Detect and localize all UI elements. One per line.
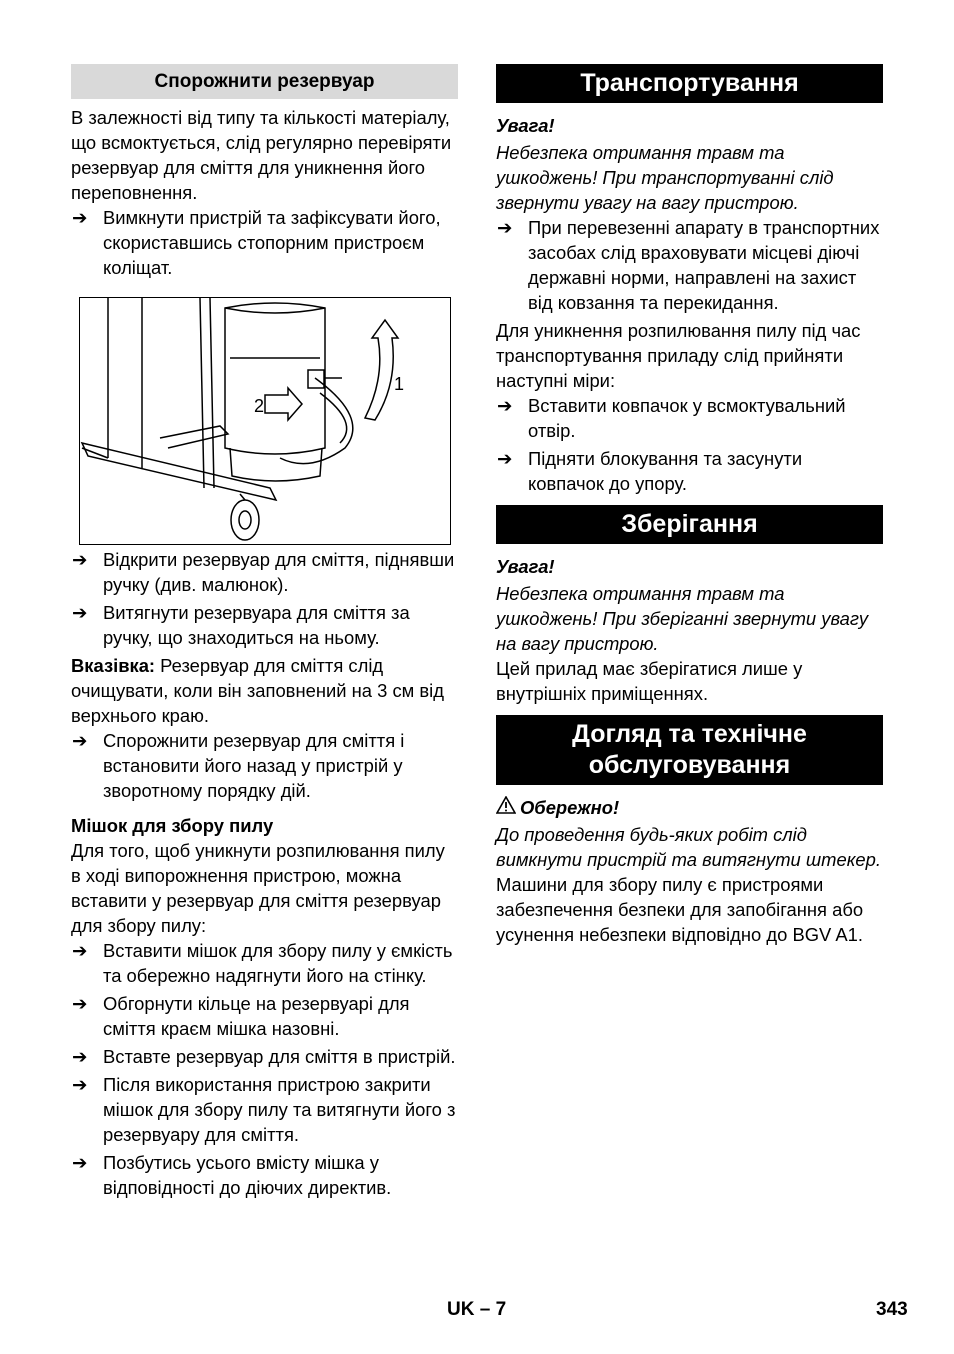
list-item <box>71 547 458 597</box>
intro-paragraph: В залежності від типу та кількості матеріалу, що всмоктується, слід регулярно перевіряти резервуар для сміття для уникнення його переповнення. <box>71 107 452 203</box>
transport-bullets-1 <box>496 215 883 315</box>
care-heading-line2: обслуговування <box>588 751 791 779</box>
figure-label-1: 1 <box>394 374 405 394</box>
care-caution <box>496 795 883 820</box>
list-item <box>71 1150 458 1200</box>
section-heading-storage: Зберігання <box>496 505 883 544</box>
list-item-text: Обгорнути кільце на резервуарі для сміття краєм мішка назовні. <box>103 993 410 1039</box>
list-item <box>71 600 458 650</box>
dustbag-intro: Для того, щоб уникнути розпилювання пилу в ході випорожнення пристрою, можна вставити у резервуар для сміття резервуар для збору пилу: <box>71 840 445 936</box>
transport-attention: Увага! <box>496 115 555 136</box>
arrow-right-icon: ➔ <box>72 549 88 570</box>
section-heading-transport: Транспортування <box>496 64 883 103</box>
care-heading-line1: Догляд та технічне <box>572 720 807 748</box>
note-label: Вказівка: <box>71 655 156 676</box>
arrow-right-icon: ➔ <box>72 602 88 623</box>
care-caution-text: Обережно! <box>520 797 620 818</box>
list-item-text: Позбутись усього вмісту мішка у відповідності до діючих директив. <box>103 1152 392 1198</box>
list-item-text: Вставити мішок для збору пилу у ємкість та обережно надягнути його на стінку. <box>103 940 453 986</box>
list-item <box>496 215 883 315</box>
list-item <box>71 205 458 280</box>
left-column <box>71 64 458 1200</box>
list-item-text: При перевезенні апарату в транспортних засобах слід враховувати місцеві діючі державні норми, направлені на захист від ковзання та перекидання. <box>528 217 880 313</box>
arrow-right-icon: ➔ <box>497 448 513 469</box>
transport-warning: Небезпека отримання травм та ушкоджень! При транспортуванні слід звернути увагу на вагу пристрою. <box>496 142 834 213</box>
arrow-right-icon: ➔ <box>72 207 88 228</box>
list-item <box>71 1044 458 1069</box>
figure-label-2: 2 <box>254 396 265 416</box>
list-item <box>71 1072 458 1147</box>
dustbag-subheading: Мішок для збору пилу <box>71 815 274 836</box>
bullet-list-1 <box>71 205 458 280</box>
footer-page-number: 343 <box>876 1299 908 1320</box>
list-item-text: Спорожнити резервуар для сміття і встановити його назад у пристрій у зворотному порядку дій. <box>103 730 405 801</box>
container-illustration <box>79 297 451 545</box>
arrow-right-icon: ➔ <box>72 730 88 751</box>
note-paragraph <box>71 653 458 728</box>
care-paragraph: Машини для збору пилу є пристроями забезпечення безпеки для запобігання або усунення небезпеки відповідно до BGV A1. <box>496 874 864 945</box>
arrow-right-icon: ➔ <box>497 395 513 416</box>
list-item <box>71 991 458 1041</box>
section-heading-care <box>496 715 883 785</box>
list-item-text: Вимкнути пристрій та зафіксувати його, скориставшись стопорним пристроєм коліщат. <box>103 207 441 278</box>
warning-triangle-icon <box>496 795 520 820</box>
note-text: Резервуар для сміття слід очищувати, коли він заповнений на 3 см від верхнього краю. <box>71 655 445 726</box>
list-item-text: Після використання пристрою закрити мішок для збору пилу та витягнути його з резервуару для сміття. <box>103 1074 456 1145</box>
arrow-right-icon: ➔ <box>72 940 88 961</box>
list-item <box>71 728 458 803</box>
arrow-right-icon: ➔ <box>72 1152 88 1173</box>
list-item <box>496 393 883 443</box>
arrow-right-icon: ➔ <box>72 993 88 1014</box>
list-item-text: Вставити ковпачок у всмоктувальний отвір. <box>528 395 846 441</box>
storage-warning: Небезпека отримання травм та ушкоджень! При зберіганні звернути увагу на вагу пристрою. <box>496 583 869 654</box>
list-item <box>496 446 883 496</box>
transport-paragraph: Для уникнення розпилювання пилу під час транспортування приладу слід прийняти наступні міри: <box>496 320 861 391</box>
list-item-text: Підняти блокування та засунути ковпачок до упору. <box>528 448 803 494</box>
list-item-text: Вставте резервуар для сміття в пристрій. <box>103 1046 456 1067</box>
storage-paragraph: Цей прилад має зберігатися лише у внутрішніх приміщеннях. <box>496 658 803 704</box>
transport-bullets-2 <box>496 393 883 496</box>
bullet-list-3 <box>71 728 458 803</box>
arrow-right-icon: ➔ <box>72 1046 88 1067</box>
section-heading-empty-container: Спорожнити резервуар <box>71 64 458 99</box>
list-item-text: Відкрити резервуар для сміття, піднявши ручку (див. малюнок). <box>103 549 455 595</box>
bullet-list-4 <box>71 938 458 1200</box>
arrow-right-icon: ➔ <box>72 1074 88 1095</box>
bullet-list-2 <box>71 547 458 650</box>
list-item-text: Витягнути резервуара для сміття за ручку, що знаходиться на ньому. <box>103 602 410 648</box>
list-item <box>71 938 458 988</box>
right-column <box>496 64 883 947</box>
care-warning: До проведення будь-яких робіт слід вимкнути пристрій та витягнути штекер. <box>496 824 881 870</box>
vacuum-container-drawing <box>80 298 450 544</box>
footer-section-number: UK – 7 <box>447 1299 507 1320</box>
storage-attention: Увага! <box>496 556 555 577</box>
arrow-right-icon: ➔ <box>497 217 513 238</box>
